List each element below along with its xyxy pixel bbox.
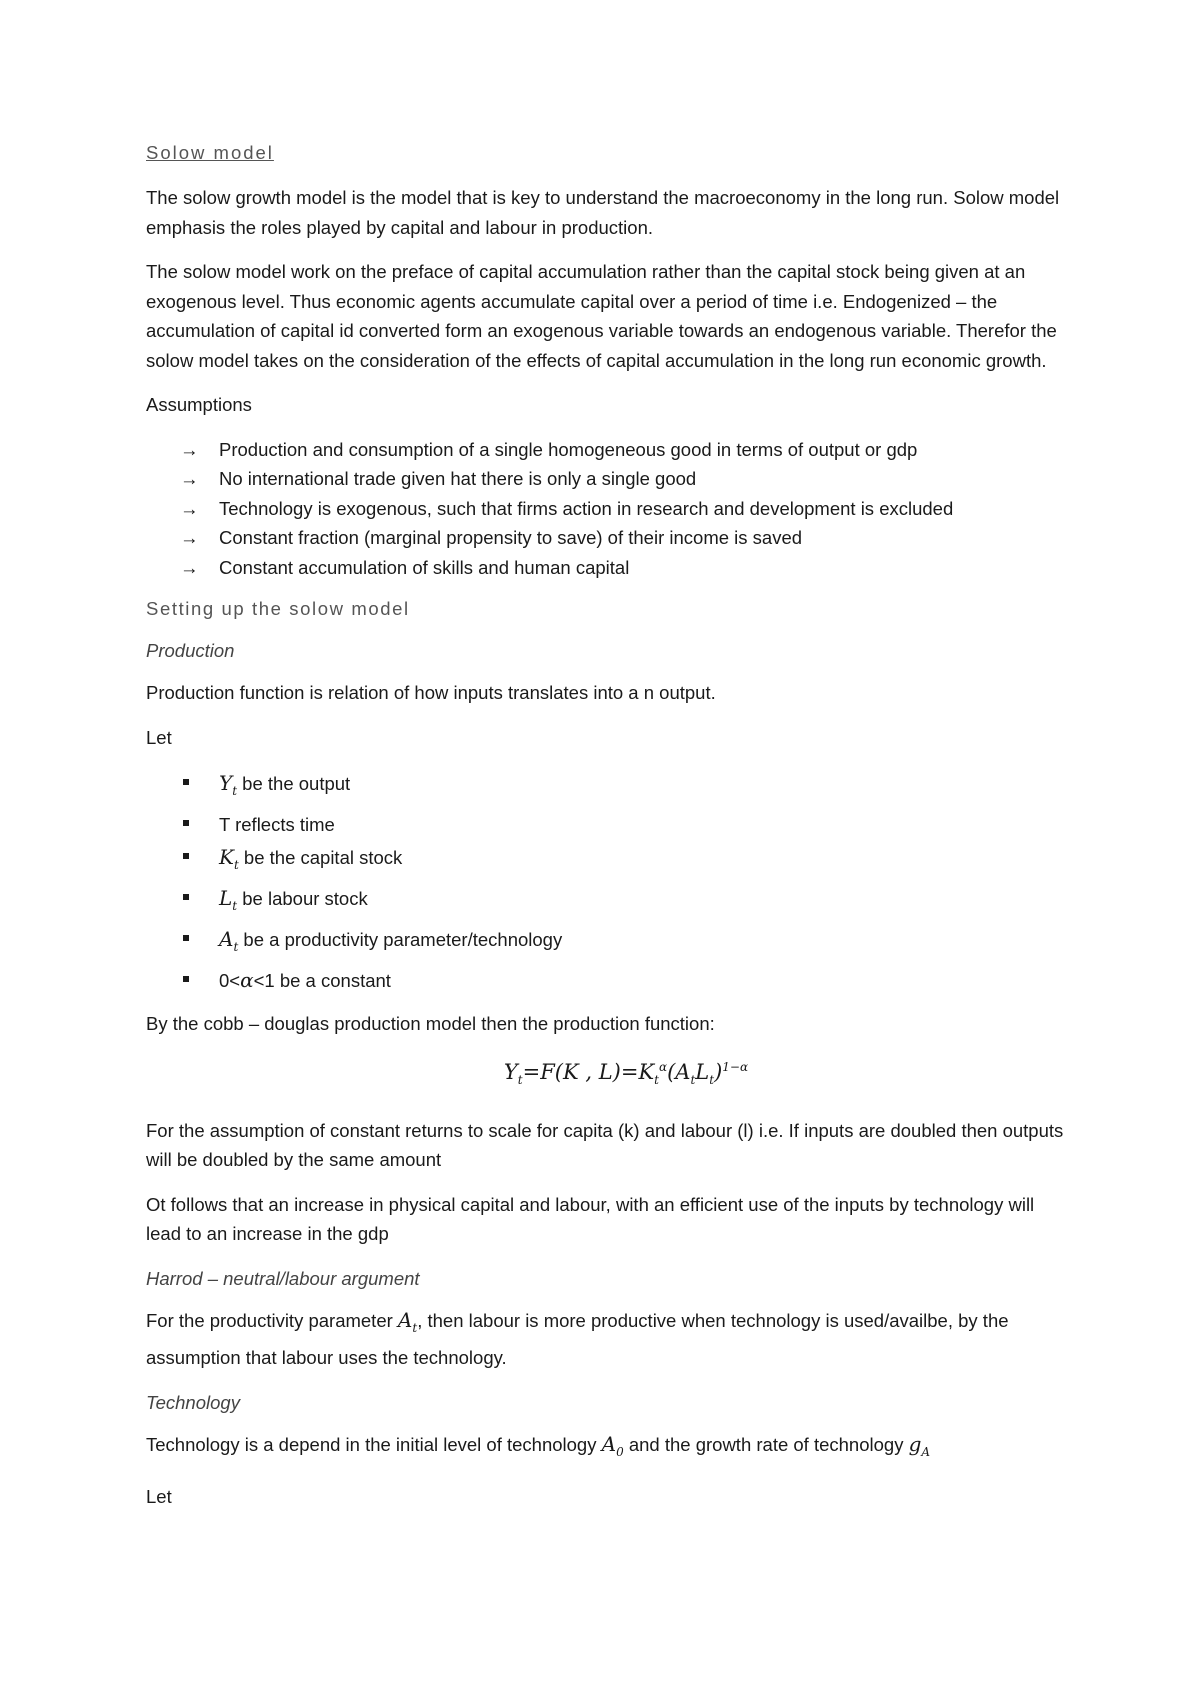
list-item: → Constant accumulation of skills and human capital bbox=[146, 553, 1066, 583]
setup-heading: Setting up the solow model bbox=[146, 598, 410, 619]
square-bullet-icon bbox=[183, 853, 189, 859]
list-item: $L_t$ be labour stock bbox=[146, 882, 1066, 923]
math-symbol: $K_t$ bbox=[219, 845, 239, 872]
constant-returns-paragraph: For the assumption of constant returns to scale for capita (k) and labour (l) i.e. If inputs are doubled then outputs will be doubled by the same amount bbox=[146, 1119, 1064, 1171]
list-item: $A_t$ be a productivity parameter/technology bbox=[146, 923, 1066, 964]
production-heading: Production bbox=[146, 640, 235, 661]
technology-heading: Technology bbox=[146, 1391, 240, 1413]
page-title: Solow model bbox=[146, 142, 274, 163]
list-item: → No international trade given hat there is only a single good bbox=[146, 464, 1066, 494]
math-symbol: $A_0$ bbox=[601, 1431, 624, 1459]
square-bullet-icon bbox=[183, 935, 189, 941]
arrow-icon: → bbox=[180, 556, 199, 578]
let-label: Let bbox=[146, 726, 172, 748]
square-bullet-icon bbox=[183, 779, 189, 785]
harrod-paragraph: For the productivity parameter $A_t$, then labour is more productive when technology is used/availbe, by the assumption that labour uses the technology. bbox=[146, 1307, 1009, 1369]
list-item: → Constant fraction (marginal propensity to save) of their income is saved bbox=[146, 523, 1066, 553]
math-symbol: $L_t$ bbox=[219, 886, 238, 913]
capital-labour-paragraph: Ot follows that an increase in physical capital and labour, with an efficient use of the inputs by technology will lead to an increase in the gdp bbox=[146, 1193, 1035, 1245]
list-item: → Technology is exogenous, such that firms action in research and development is excluded bbox=[146, 494, 1066, 524]
intro-paragraph: The solow growth model is the model that is key to understand the macroeconomy in the long run. Solow model emphasis the roles played by capital and labour in production. bbox=[146, 187, 1060, 238]
assumptions-list bbox=[146, 435, 1066, 583]
square-bullet-icon bbox=[183, 976, 189, 982]
list-item: T reflects time bbox=[146, 808, 1066, 841]
math-symbol: $Y_t$ bbox=[219, 771, 238, 798]
list-item: $K_t$ be the capital stock bbox=[146, 841, 1066, 882]
math-symbol: $g_A$ bbox=[908, 1431, 931, 1459]
math-symbol: $A_t$ bbox=[397, 1307, 418, 1335]
technology-paragraph: Technology is a depend in the initial level of technology $A_0$ and the growth rate of technology $g_A$ bbox=[146, 1431, 931, 1459]
let-label: Let bbox=[146, 1486, 172, 1508]
arrow-icon: → bbox=[180, 497, 199, 519]
math-symbol: $A_t$ bbox=[219, 927, 239, 954]
arrow-icon: → bbox=[180, 468, 199, 489]
variables-list bbox=[146, 767, 1066, 997]
square-bullet-icon bbox=[183, 894, 189, 900]
production-definition: Production function is relation of how inputs translates into a n output. bbox=[146, 682, 716, 703]
document-page bbox=[146, 138, 1066, 1512]
arrow-icon: → bbox=[180, 527, 199, 548]
arrow-icon: → bbox=[180, 438, 199, 460]
cobb-douglas-paragraph: By the cobb – douglas production model then the production function: bbox=[146, 1013, 715, 1034]
assumptions-heading: Assumptions bbox=[146, 394, 252, 415]
harrod-heading: Harrod – neutral/labour argument bbox=[146, 1267, 420, 1289]
production-function-equation: $Y_t=F(K$ , $L)=K_t^\alpha(A_tL_t)^{1-\alpha}$ bbox=[503, 1059, 749, 1087]
list-item: 0<α<1 be a constant bbox=[146, 964, 1066, 997]
capital-accumulation-paragraph: The solow model work on the preface of capital accumulation rather than the capital stock being given at an exogenous level. Thus economic agents accumulate capital over a period of time i.e. Endogenized – the accumulation of capital id converted form an exogenous variable towards an endogenous variable. Therefor the solow model takes on the consideration of the effects of capital accumulation in the long run economic growth. bbox=[146, 261, 1057, 371]
square-bullet-icon bbox=[183, 820, 189, 826]
list-item: $Y_t$ be the output bbox=[146, 767, 1066, 808]
list-item: → Production and consumption of a single homogeneous good in terms of output or gdp bbox=[146, 435, 1066, 465]
